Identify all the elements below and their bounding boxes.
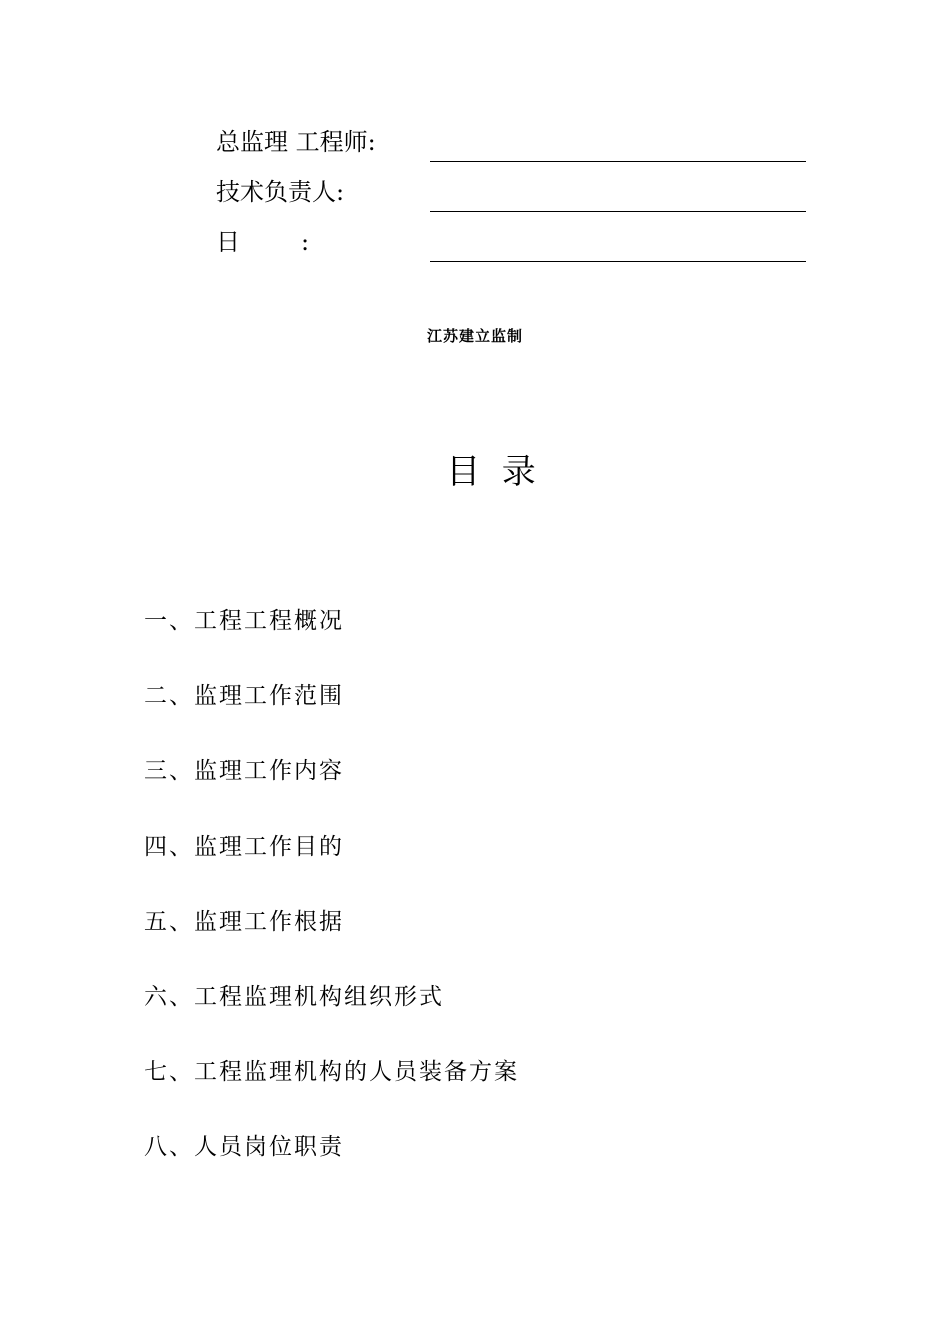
signature-label: 总监理 工程师: [216,128,376,156]
signature-label: 技术负责人: [216,178,345,206]
signature-row-chief-engineer [216,122,806,162]
toc-item: 五、监理工作根据 [144,908,344,935]
toc-item: 六、工程监理机构组织形式 [144,983,444,1010]
signature-line [430,261,806,262]
toc-item: 七、工程监理机构的人员装备方案 [144,1059,519,1086]
signature-label: 日 : [216,228,310,256]
signature-row-technical-lead [216,172,806,212]
toc-item: 一、工程工程概况 [144,608,344,634]
signature-row-date [216,222,806,262]
signature-line [430,161,806,162]
toc-item: 三、监理工作内容 [144,758,344,785]
toc-list [144,604,519,1206]
toc-item: 八、人员岗位职责 [144,1134,344,1161]
toc-item: 四、监理工作目的 [144,833,344,860]
toc-title: 目 录 [446,452,536,492]
signature-line [430,211,806,212]
company-name: 江苏建立监制 [426,327,523,345]
toc-item: 二、监理工作范围 [144,683,344,710]
